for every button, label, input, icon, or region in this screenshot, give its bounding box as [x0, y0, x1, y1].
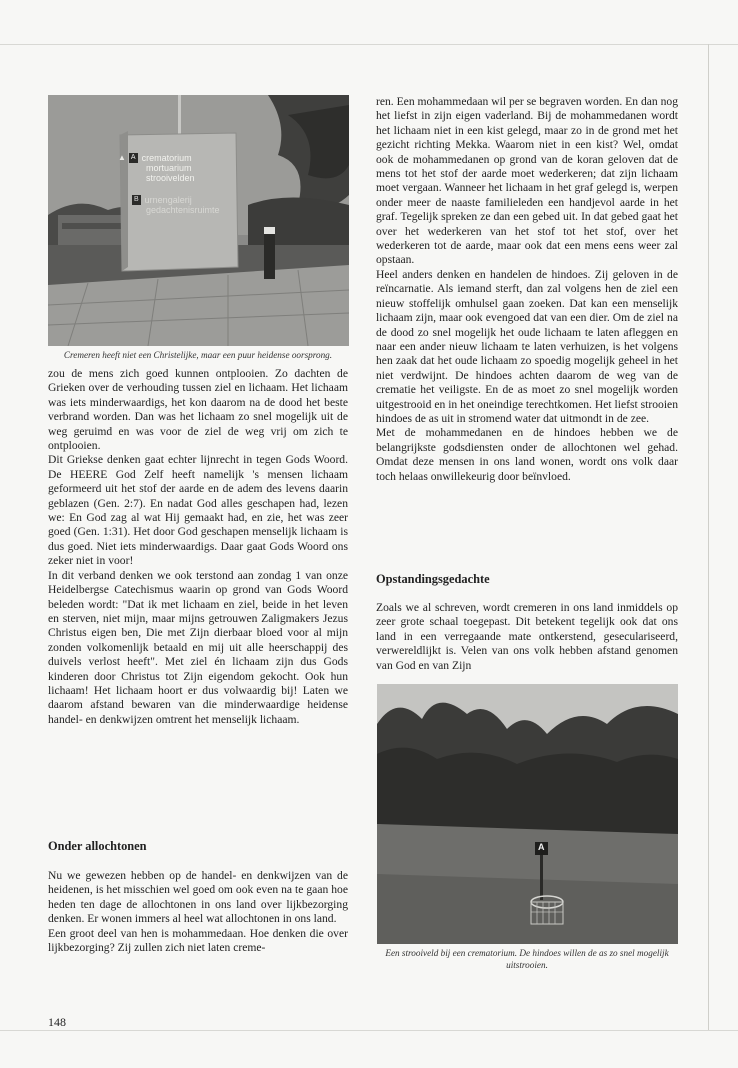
warning-triangle-icon: ▲ — [118, 153, 126, 162]
page-number: 148 — [48, 1015, 66, 1029]
paragraph: Heel anders denken en handelen de hindoes. Zij geloven in de reïncarnatie. Als iemand sterft, dan zal volgens hen de ziel een nieuw stoffelijk omhulsel gaan zoeken. Dat kan een menselijk lichaam zijn, maar ook evengoed dat van een dier. Om de ziel na de dood zo snel mogelijk het oude lichaam te laten afleggen en naar een ander nieuw lichaam te laten verhuizen, is het volgens hen zaak dat het oude lichaam zo spoedig mogelijk geheel in het niet verdwijnt. De hindoes achten daarom de weg van de crematie het veiligste. En de as moet zo snel mogelijk worden uitgestrooid en in het oneindige terechtkomen. Het liefst strooien hindoes de as uit in stromend water dat uitmondt in de zee. — [376, 267, 678, 425]
sign-line-urnengalerij: urnengalerij — [144, 195, 192, 205]
section-heading: Opstandingsgedachte — [376, 572, 490, 586]
sign-line-strooivelden: strooivelden — [146, 173, 195, 183]
photo-scattering-field — [377, 684, 678, 944]
top-rule — [0, 44, 738, 45]
section-heading: Onder allochtonen — [48, 839, 147, 853]
sign-line-gedachtenisruimte: gedachtenisruimte — [146, 205, 220, 215]
left-column-section — [48, 869, 348, 955]
paragraph: In dit verband denken we ook terstond aan zondag 1 van onze Heidelbergse Catechismus waarin op grond van Gods Woord beleden wordt: "Dat ik met lichaam en ziel, beide in het leven en sterven, niet mijn, maar mijns getrouwen Zaligmakers Jezus Christus eigen ben, Die met Zijn dierbaar bloed voor al mijn zonden volkomenlijk betaald en mij uit alle heerschappij des duivels verlost heeft". Met ziel én lichaam zijn dus Gods kinderen door Christus tot Zijn eigendom gekocht. Ook hun lichaam! Het lichaam hoort er dus volwaardig bij! Laten we daarom afstand bewaren van die minderwaardige heidense handel- en denkwijzen omtrent het menselijk lichaam. — [48, 568, 348, 726]
sign-badge-b: B — [134, 196, 139, 203]
paragraph: Met de mohammedanen en de hindoes hebben we de belangrijkste godsdiensten onder de allochtonen wel gehad. Omdat deze mensen in ons land wonen, wordt ons volk daar toch helaas onwillekeurig door beïnvloed. — [376, 426, 678, 483]
paragraph: zou de mens zich goed kunnen ontplooien. Zo dachten de Grieken over de verhouding tussen ziel en lichaam. Het lichaam was iets minderwaardigs, het kon daarom na de dood het beste verbrand worden. Dan was het lichaam zo snel mogelijk uit de weg geruimd en was voor de ziel de weg vrij om zich te ontplooien. — [48, 367, 348, 453]
sign-badge-a: A — [130, 154, 136, 161]
paragraph: Nu we gewezen hebben op de handel- en denkwijzen van de heidenen, is het misschien wel goed om ook even na te gaan hoe heden ten dage de allochtonen in ons land over lijkbezorging denken. Er wonen immers al heel wat allochtonen in ons land. — [48, 869, 348, 926]
right-column — [376, 95, 678, 484]
right-column-section — [376, 601, 678, 673]
figure-caption-2: Een strooiveld bij een crematorium. De hindoes willen de as zo snel mogelijk uitstrooien. — [385, 948, 669, 970]
bottom-rule — [0, 1030, 738, 1031]
paragraph: Zoals we al schreven, wordt cremeren in ons land inmiddels op zeer grote schaal toegepast. Dit betekent tegelijk ook dat ons land in een verregaande mate ontkerstend, geseculariseerd, verwereldlijkt is. Velen van ons volk hebben afstand genomen van God en van Zijn — [376, 601, 678, 672]
sign-line-crematorium: crematorium — [141, 153, 192, 163]
photo-crematorium-sign — [48, 95, 349, 346]
paragraph: Dit Griekse denken gaat echter lijnrecht in tegen Gods Woord. De HEERE God Zelf heeft namelijk 's mensen lichaam geformeerd uit het stof der aarde en de adem des levens daarin geblazen (Gen. 2:7). En nadat God alles geschapen had, lezen we: En God zag al wat Hij gemaakt had, en zie, het was zeer goed (Gen. 1:31). Het door God geschapen menselijk lichaam is dus goed. Niet iets minderwaardigs. Daar gaat Gods Woord ons zeker niet in voor! — [48, 453, 348, 568]
left-column — [48, 367, 348, 727]
paragraph: Een groot deel van hen is mohammedaan. Hoe denken die over lijkbezorging? Zij zullen zich niet laten creme- — [48, 926, 348, 955]
right-margin-rule — [708, 44, 709, 1030]
sign-line-mortuarium: mortuarium — [146, 163, 192, 173]
figure-caption-1: Cremeren heeft niet een Christelijke, maar een puur heidense oorsprong. — [63, 350, 333, 360]
field-sign-badge: A — [538, 842, 545, 852]
paragraph: ren. Een mohammedaan wil per se begraven worden. En dan nog het liefst in zijn eigen vaderland. Bij de mohammedanen wordt het lichaam niet in een kist gelegd, maar zo in de grond met het gezicht richting Mekka. Waarom niet in een kist? Wel, omdat ook de mohammedanen op grond van de koran geloven dat de mens tot het stof der aarde moet wederkeren; dat zijn lichaam moet vergaan. Wanneer het lichaam in het graf gelegd is, werpen onder meer de naaste familieleden een handjevol aarde in het graf. Tegelijk spreken ze dan een gebed uit. In dat gebed gaat het over het wederkeren van het stof tot het stof, over het wederkeren tot de aarde, maar ook dat een mens eens weer zal opstaan. — [376, 95, 678, 267]
